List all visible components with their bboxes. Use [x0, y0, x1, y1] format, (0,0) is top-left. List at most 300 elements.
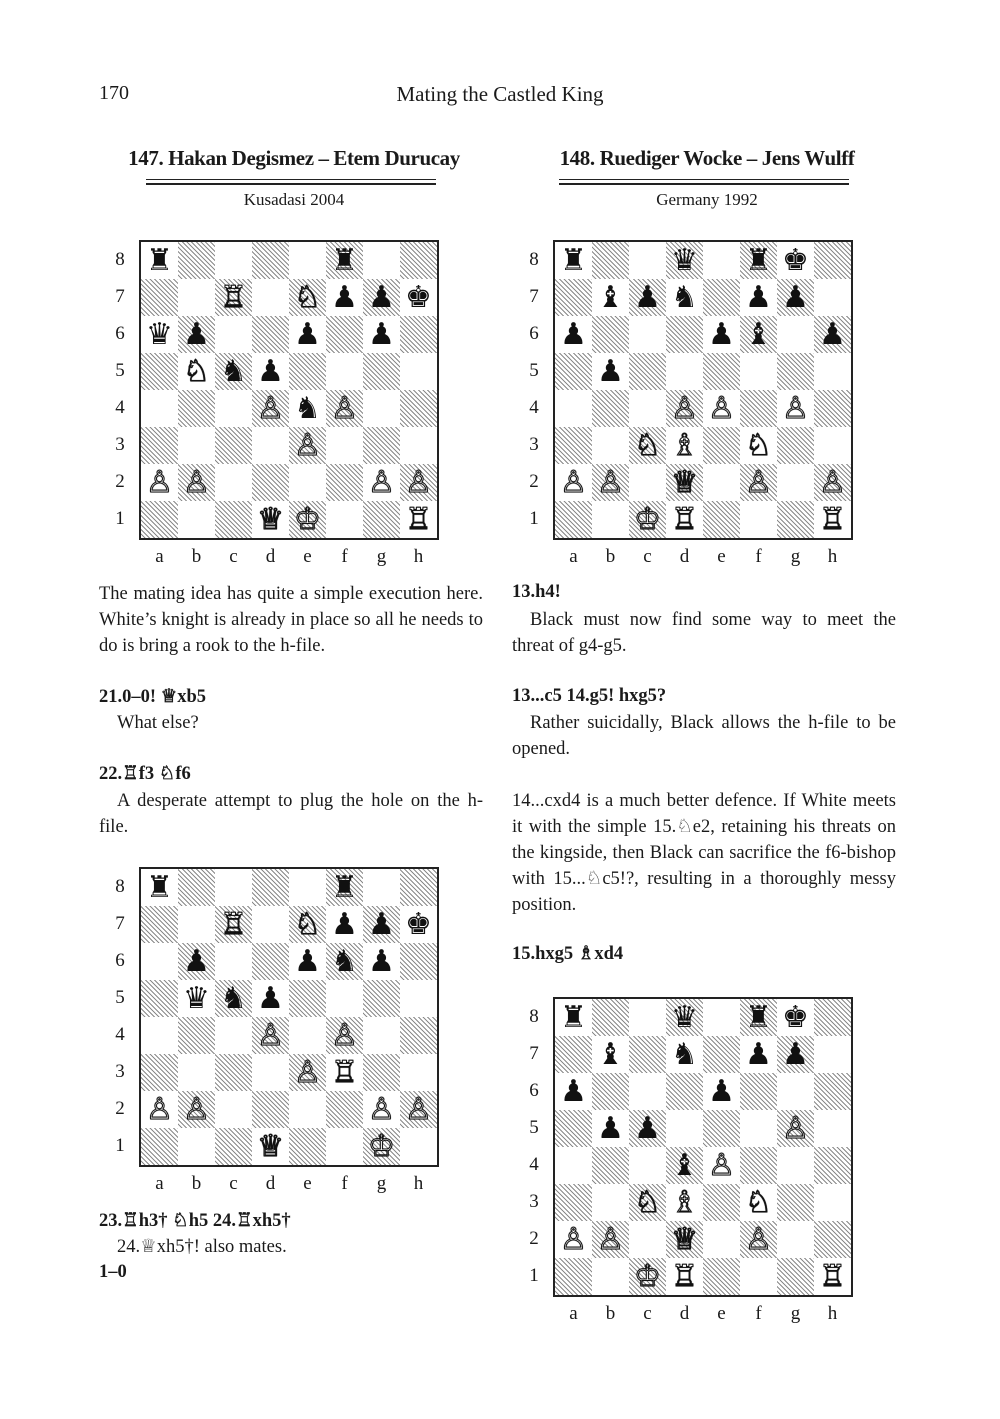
square-h4 [400, 1017, 437, 1054]
chess-piece-c1: ♔ [634, 1258, 661, 1294]
rank-label: 4 [115, 397, 125, 418]
square-d8 [252, 869, 289, 906]
file-label: e [717, 546, 726, 567]
square-f1 [326, 1128, 363, 1165]
square-e1 [289, 501, 326, 538]
chess-piece-a2: ♙ [560, 1221, 587, 1257]
square-h1 [400, 1128, 437, 1165]
chess-piece-d2: ♕ [671, 464, 698, 500]
square-g2 [777, 1221, 814, 1258]
square-h1 [814, 501, 851, 538]
square-c3 [629, 427, 666, 464]
chess-piece-b6: ♟ [183, 316, 210, 352]
square-b6 [178, 316, 215, 353]
chess-piece-d1: ♖ [671, 501, 698, 537]
square-g8 [363, 869, 400, 906]
square-h4 [400, 390, 437, 427]
square-b3 [178, 1054, 215, 1091]
chess-piece-f2: ♙ [745, 1221, 772, 1257]
square-c8 [215, 869, 252, 906]
square-e6 [289, 943, 326, 980]
chess-piece-a8: ♜ [560, 242, 587, 278]
chess-board [139, 867, 439, 1167]
chess-piece-a2: ♙ [146, 1091, 173, 1127]
square-e2 [289, 1091, 326, 1128]
square-d4 [666, 1147, 703, 1184]
square-b6 [178, 943, 215, 980]
rank-label: 2 [529, 471, 539, 492]
file-label: d [679, 1303, 690, 1324]
file-label: g [790, 546, 801, 567]
square-d5 [666, 1110, 703, 1147]
chess-piece-h2: ♙ [405, 1091, 432, 1127]
square-a6 [141, 943, 178, 980]
square-c2 [629, 464, 666, 501]
square-a3 [555, 1184, 592, 1221]
square-h1 [400, 501, 437, 538]
square-g5 [363, 353, 400, 390]
square-g6 [363, 943, 400, 980]
game-title-147: 147. Hakan Degismez – Etem Durucay [128, 146, 460, 170]
chess-piece-h1: ♖ [819, 501, 846, 537]
square-c8 [629, 242, 666, 279]
game-result: 1–0 [99, 1262, 127, 1282]
square-h2 [400, 464, 437, 501]
square-c6 [629, 316, 666, 353]
chess-piece-a6: ♟ [560, 1073, 587, 1109]
chess-piece-b5: ♘ [183, 353, 210, 389]
square-b1 [178, 501, 215, 538]
square-f5 [326, 353, 363, 390]
square-a1 [141, 1128, 178, 1165]
chess-piece-d5: ♟ [257, 353, 284, 389]
file-label: f [755, 1303, 762, 1324]
square-g7 [777, 279, 814, 316]
title-rule [559, 179, 849, 180]
square-h3 [814, 1184, 851, 1221]
chess-piece-d8: ♛ [671, 242, 698, 278]
chess-piece-e6: ♟ [708, 316, 735, 352]
square-g1 [777, 1258, 814, 1295]
file-label: e [303, 1173, 312, 1194]
square-c5 [215, 980, 252, 1017]
square-b6 [592, 1073, 629, 1110]
square-e1 [703, 1258, 740, 1295]
square-c3 [215, 427, 252, 464]
square-d2 [666, 1221, 703, 1258]
square-c8 [215, 242, 252, 279]
square-f8 [326, 242, 363, 279]
square-g5 [777, 353, 814, 390]
square-e7 [703, 1036, 740, 1073]
square-e3 [289, 427, 326, 464]
square-b3 [178, 427, 215, 464]
square-g7 [363, 906, 400, 943]
square-e1 [289, 1128, 326, 1165]
square-b7 [178, 279, 215, 316]
square-a5 [555, 1110, 592, 1147]
square-f4 [326, 1017, 363, 1054]
square-g6 [363, 316, 400, 353]
square-c2 [629, 1221, 666, 1258]
square-b5 [592, 1110, 629, 1147]
square-c7 [215, 906, 252, 943]
chess-piece-a2: ♙ [146, 464, 173, 500]
square-c5 [215, 353, 252, 390]
square-d3 [252, 1054, 289, 1091]
chess-piece-b7: ♝ [597, 279, 624, 315]
square-g1 [363, 1128, 400, 1165]
chess-piece-g2: ♙ [368, 1091, 395, 1127]
square-d2 [666, 464, 703, 501]
chess-piece-a8: ♜ [146, 869, 173, 905]
commentary: Rather suicidally, Black allows the h-file to be opened. [512, 713, 896, 759]
square-f7 [326, 279, 363, 316]
square-e5 [289, 980, 326, 1017]
commentary: 24.♕xh5†! also mates. [117, 1237, 287, 1257]
chess-piece-h6: ♟ [819, 316, 846, 352]
chess-piece-b2: ♙ [183, 1091, 210, 1127]
chess-piece-e4: ♙ [708, 1147, 735, 1183]
square-d6 [252, 316, 289, 353]
square-b3 [592, 427, 629, 464]
file-label: d [265, 1173, 276, 1194]
square-d5 [666, 353, 703, 390]
square-a8 [555, 999, 592, 1036]
chess-piece-f8: ♜ [745, 999, 772, 1035]
file-label: f [341, 1173, 348, 1194]
chess-piece-f8: ♜ [331, 242, 358, 278]
game-event: Kusadasi 2004 [243, 190, 345, 209]
square-e4 [289, 1017, 326, 1054]
chess-piece-d1: ♖ [671, 1258, 698, 1294]
chess-piece-g6: ♟ [368, 316, 395, 352]
chess-piece-a2: ♙ [560, 464, 587, 500]
chess-piece-c7: ♖ [220, 279, 247, 315]
chess-piece-a6: ♛ [146, 316, 173, 352]
title-rule [146, 183, 436, 185]
file-label: c [229, 1173, 238, 1194]
commentary: The mating idea has quite a simple execution here. White’s knight is already in place so all he needs to do is bring a rook to the h-file. [99, 584, 483, 656]
square-c7 [629, 1036, 666, 1073]
square-a6 [555, 1073, 592, 1110]
chess-piece-b5: ♟ [597, 1110, 624, 1146]
square-b7 [592, 279, 629, 316]
square-c2 [215, 1091, 252, 1128]
square-g3 [363, 427, 400, 464]
square-c3 [629, 1184, 666, 1221]
square-d1 [666, 1258, 703, 1295]
square-g5 [777, 1110, 814, 1147]
square-g3 [363, 1054, 400, 1091]
square-f5 [326, 980, 363, 1017]
chess-piece-h1: ♖ [819, 1258, 846, 1294]
rank-label: 6 [529, 1080, 539, 1101]
square-f2 [326, 1091, 363, 1128]
page-number: 170 [99, 82, 129, 104]
square-f2 [740, 1221, 777, 1258]
square-h1 [814, 1258, 851, 1295]
chess-piece-g7: ♟ [368, 906, 395, 942]
rank-label: 8 [115, 249, 125, 270]
square-d8 [252, 242, 289, 279]
square-h4 [814, 390, 851, 427]
square-e7 [703, 279, 740, 316]
square-b7 [178, 906, 215, 943]
file-label: f [755, 546, 762, 567]
square-d3 [666, 1184, 703, 1221]
square-h7 [400, 906, 437, 943]
file-label: h [413, 1173, 424, 1194]
square-g8 [363, 242, 400, 279]
rank-label: 5 [115, 360, 125, 381]
square-f8 [326, 869, 363, 906]
chess-piece-g8: ♚ [782, 999, 809, 1035]
running-title: Mating the Castled King [396, 82, 604, 106]
chess-piece-f7: ♟ [331, 279, 358, 315]
chess-piece-f3: ♖ [331, 1054, 358, 1090]
square-h6 [400, 316, 437, 353]
square-d7 [252, 906, 289, 943]
square-a1 [555, 1258, 592, 1295]
square-e4 [289, 390, 326, 427]
chess-piece-c5: ♟ [634, 1110, 661, 1146]
square-a2 [555, 1221, 592, 1258]
square-h3 [814, 427, 851, 464]
chess-piece-d7: ♞ [671, 279, 698, 315]
square-a4 [555, 1147, 592, 1184]
square-f3 [326, 427, 363, 464]
file-label: b [605, 1303, 616, 1324]
square-f6 [326, 316, 363, 353]
chess-piece-g1: ♔ [368, 1128, 395, 1164]
square-g8 [777, 242, 814, 279]
square-a7 [141, 906, 178, 943]
square-a6 [141, 316, 178, 353]
square-a5 [141, 980, 178, 1017]
move-line: 22.♖f3 ♘f6 [99, 764, 191, 784]
square-h7 [814, 1036, 851, 1073]
chess-piece-f4: ♙ [331, 390, 358, 426]
square-g5 [363, 980, 400, 1017]
square-a6 [555, 316, 592, 353]
chess-piece-f7: ♟ [745, 279, 772, 315]
square-e5 [703, 1110, 740, 1147]
square-f6 [740, 1073, 777, 1110]
square-h5 [814, 353, 851, 390]
rank-label: 7 [115, 286, 125, 307]
chess-piece-f8: ♜ [331, 869, 358, 905]
square-h5 [814, 1110, 851, 1147]
chess-piece-b5: ♟ [597, 353, 624, 389]
square-h2 [400, 1091, 437, 1128]
file-label: g [376, 546, 387, 567]
rank-label: 3 [529, 434, 539, 455]
square-a4 [141, 1017, 178, 1054]
square-e4 [703, 390, 740, 427]
chess-piece-d3: ♗ [671, 427, 698, 463]
square-g7 [363, 279, 400, 316]
rank-label: 1 [115, 508, 125, 529]
chess-board [553, 240, 853, 540]
file-label: a [155, 546, 164, 567]
square-g8 [777, 999, 814, 1036]
game-title-148: 148. Ruediger Wocke – Jens Wulff [559, 146, 855, 170]
rank-label: 8 [529, 249, 539, 270]
rank-label: 2 [115, 471, 125, 492]
file-label: e [717, 1303, 726, 1324]
move-line: 23.♖h3† ♘h5 24.♖xh5† [99, 1211, 291, 1231]
square-a7 [555, 1036, 592, 1073]
square-f4 [740, 1147, 777, 1184]
chess-piece-d1: ♕ [257, 1128, 284, 1164]
chess-board [139, 240, 439, 540]
square-c8 [629, 999, 666, 1036]
chess-piece-g6: ♟ [368, 943, 395, 979]
square-b6 [592, 316, 629, 353]
file-label: h [413, 546, 424, 567]
square-f6 [740, 316, 777, 353]
square-b5 [178, 980, 215, 1017]
rank-label: 1 [529, 1265, 539, 1286]
square-b1 [592, 501, 629, 538]
square-c1 [215, 501, 252, 538]
square-f4 [326, 390, 363, 427]
square-d3 [252, 427, 289, 464]
square-c7 [215, 279, 252, 316]
chess-piece-d5: ♟ [257, 980, 284, 1016]
chess-piece-h1: ♖ [405, 501, 432, 537]
file-label: c [643, 1303, 652, 1324]
square-b4 [178, 1017, 215, 1054]
chess-piece-e4: ♙ [708, 390, 735, 426]
square-a2 [141, 1091, 178, 1128]
square-e5 [289, 353, 326, 390]
square-h6 [400, 943, 437, 980]
square-c7 [629, 279, 666, 316]
file-label: a [569, 546, 578, 567]
chess-piece-c5: ♞ [220, 353, 247, 389]
square-b2 [178, 1091, 215, 1128]
square-g4 [363, 390, 400, 427]
square-c1 [215, 1128, 252, 1165]
square-f7 [740, 279, 777, 316]
file-label: g [790, 1303, 801, 1324]
square-f8 [740, 242, 777, 279]
chess-piece-b2: ♙ [597, 1221, 624, 1257]
square-d2 [252, 1091, 289, 1128]
square-g3 [777, 427, 814, 464]
square-d7 [252, 279, 289, 316]
square-b2 [178, 464, 215, 501]
square-d6 [252, 943, 289, 980]
chess-piece-g5: ♙ [782, 1110, 809, 1146]
chess-piece-e7: ♘ [294, 279, 321, 315]
chess-piece-d3: ♗ [671, 1184, 698, 1220]
square-f1 [326, 501, 363, 538]
square-h3 [400, 427, 437, 464]
square-c4 [215, 390, 252, 427]
square-f1 [740, 501, 777, 538]
chess-piece-c3: ♘ [634, 427, 661, 463]
title-rule [146, 179, 436, 180]
chess-piece-g2: ♙ [368, 464, 395, 500]
square-d7 [666, 1036, 703, 1073]
square-d6 [666, 316, 703, 353]
title-rule [559, 183, 849, 185]
square-c4 [629, 1147, 666, 1184]
chess-piece-e3: ♙ [294, 1054, 321, 1090]
rank-label: 1 [529, 508, 539, 529]
chess-piece-a8: ♜ [560, 999, 587, 1035]
chess-piece-e4: ♞ [294, 390, 321, 426]
square-g2 [363, 464, 400, 501]
square-d1 [252, 1128, 289, 1165]
square-e3 [703, 1184, 740, 1221]
file-label: b [191, 546, 202, 567]
rank-label: 4 [115, 1024, 125, 1045]
chess-piece-f2: ♙ [745, 464, 772, 500]
chess-piece-g4: ♙ [782, 390, 809, 426]
chess-piece-b2: ♙ [597, 464, 624, 500]
square-b3 [592, 1184, 629, 1221]
chess-piece-e6: ♟ [294, 943, 321, 979]
square-f2 [740, 464, 777, 501]
square-a3 [141, 1054, 178, 1091]
chess-piece-a8: ♜ [146, 242, 173, 278]
square-d5 [252, 353, 289, 390]
square-h2 [814, 464, 851, 501]
square-e3 [289, 1054, 326, 1091]
chess-piece-f6: ♞ [331, 943, 358, 979]
commentary: 14...cxd4 is a much better defence. If White meets it with the simple 15.♘e2, retaining his threats on the kingside, then Black can sacrifice the f6-bishop with 15...♘c5!?, resulting in a thoroughly messy position. [512, 791, 896, 915]
chess-piece-a6: ♟ [560, 316, 587, 352]
square-e8 [703, 242, 740, 279]
square-a4 [555, 390, 592, 427]
move-line: 13...c5 14.g5! hxg5? [512, 686, 667, 706]
square-a7 [555, 279, 592, 316]
square-e3 [703, 427, 740, 464]
square-d5 [252, 980, 289, 1017]
rank-label: 7 [115, 913, 125, 934]
chess-piece-e7: ♘ [294, 906, 321, 942]
rank-label: 1 [115, 1135, 125, 1156]
square-g7 [777, 1036, 814, 1073]
square-e2 [703, 464, 740, 501]
commentary: A desperate attempt to plug the hole on the h-file. [99, 791, 483, 837]
square-b8 [592, 242, 629, 279]
square-d4 [252, 390, 289, 427]
chess-piece-g7: ♟ [782, 1036, 809, 1072]
square-a3 [141, 427, 178, 464]
square-h8 [400, 869, 437, 906]
rank-label: 8 [115, 876, 125, 897]
chess-piece-c7: ♖ [220, 906, 247, 942]
square-a7 [141, 279, 178, 316]
square-f4 [740, 390, 777, 427]
commentary: Black must now find some way to meet the threat of g4-g5. [512, 610, 896, 656]
square-a5 [555, 353, 592, 390]
chess-piece-f3: ♘ [745, 1184, 772, 1220]
chess-piece-e1: ♔ [294, 501, 321, 537]
file-label: b [605, 546, 616, 567]
chess-piece-h7: ♚ [405, 279, 432, 315]
rank-label: 7 [529, 286, 539, 307]
square-d7 [666, 279, 703, 316]
chess-piece-d8: ♛ [671, 999, 698, 1035]
chess-piece-h2: ♙ [819, 464, 846, 500]
square-e6 [703, 1073, 740, 1110]
